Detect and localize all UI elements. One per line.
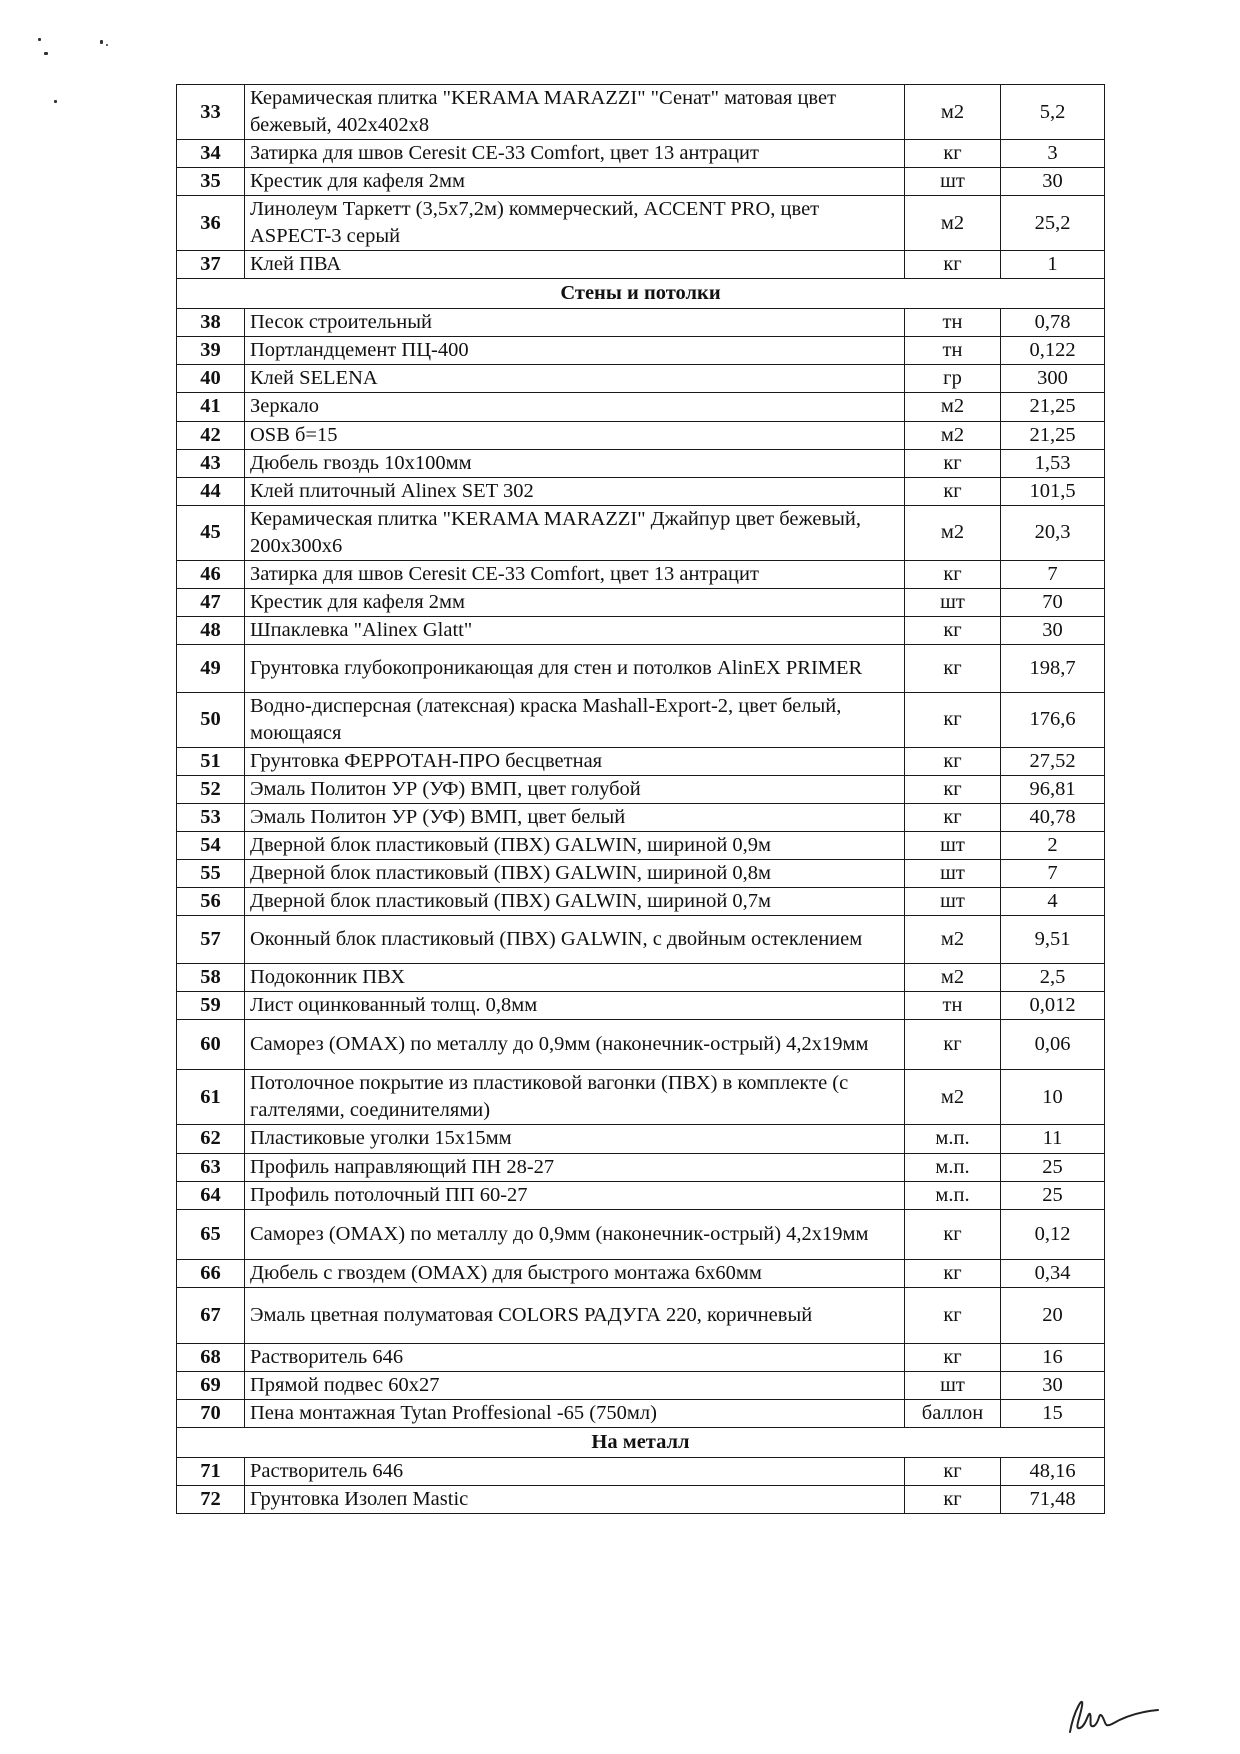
table-row — [177, 85, 1105, 140]
item-quantity: 198,7 — [1001, 644, 1105, 692]
item-name: Дверной блок пластиковый (ПВХ) GALWIN, шириной 0,9м — [245, 832, 905, 860]
item-quantity: 1,53 — [1001, 449, 1105, 477]
item-quantity: 15 — [1001, 1399, 1105, 1427]
row-number: 41 — [177, 393, 245, 421]
table-row — [177, 477, 1105, 505]
section-header-row — [177, 1427, 1105, 1457]
item-name: Дюбель гвоздь 10x100мм — [245, 449, 905, 477]
table-row — [177, 804, 1105, 832]
item-name: Песок строительный — [245, 309, 905, 337]
row-number: 61 — [177, 1070, 245, 1125]
item-quantity: 21,25 — [1001, 421, 1105, 449]
item-name: Затирка для швов Ceresit CE-33 Comfort, цвет 13 антрацит — [245, 560, 905, 588]
item-name: Крестик для кафеля 2мм — [245, 588, 905, 616]
table-row — [177, 964, 1105, 992]
item-quantity: 0,78 — [1001, 309, 1105, 337]
table-row — [177, 1125, 1105, 1153]
row-number: 40 — [177, 365, 245, 393]
row-number: 44 — [177, 477, 245, 505]
row-number: 67 — [177, 1287, 245, 1343]
item-quantity: 300 — [1001, 365, 1105, 393]
item-name: Эмаль Политон УР (УФ) ВМП, цвет голубой — [245, 776, 905, 804]
row-number: 54 — [177, 832, 245, 860]
table-row — [177, 337, 1105, 365]
table-row — [177, 196, 1105, 251]
item-quantity: 96,81 — [1001, 776, 1105, 804]
materials-table-body — [177, 85, 1105, 1514]
row-number: 43 — [177, 449, 245, 477]
item-name: Профиль потолочный ПП 60-27 — [245, 1181, 905, 1209]
table-row — [177, 888, 1105, 916]
item-unit: м2 — [905, 421, 1001, 449]
table-row — [177, 692, 1105, 747]
item-name: Клей плиточный Alinex SET 302 — [245, 477, 905, 505]
row-number: 70 — [177, 1399, 245, 1427]
table-row — [177, 644, 1105, 692]
item-name: Грунтовка ФЕРРОТАН-ПРО бесцветная — [245, 747, 905, 775]
row-number: 63 — [177, 1153, 245, 1181]
row-number: 60 — [177, 1020, 245, 1070]
row-number: 68 — [177, 1343, 245, 1371]
row-number: 55 — [177, 860, 245, 888]
table-row — [177, 860, 1105, 888]
item-quantity: 3 — [1001, 140, 1105, 168]
row-number: 72 — [177, 1485, 245, 1513]
item-unit: шт — [905, 1371, 1001, 1399]
item-name: Керамическая плитка "KERAMA MARAZZI" Джайпур цвет бежевый, 200x300x6 — [245, 505, 905, 560]
item-quantity: 176,6 — [1001, 692, 1105, 747]
item-unit: шт — [905, 860, 1001, 888]
item-name: Дверной блок пластиковый (ПВХ) GALWIN, шириной 0,7м — [245, 888, 905, 916]
item-unit: кг — [905, 804, 1001, 832]
item-quantity: 0,122 — [1001, 337, 1105, 365]
item-quantity: 25 — [1001, 1153, 1105, 1181]
row-number: 45 — [177, 505, 245, 560]
row-number: 49 — [177, 644, 245, 692]
item-name: Керамическая плитка "KERAMA MARAZZI" "Сенат" матовая цвет бежевый, 402x402x8 — [245, 85, 905, 140]
item-name: Пена монтажная Tytan Proffesional -65 (750мл) — [245, 1399, 905, 1427]
item-quantity: 101,5 — [1001, 477, 1105, 505]
item-quantity: 27,52 — [1001, 747, 1105, 775]
item-unit: м2 — [905, 196, 1001, 251]
item-name: Профиль направляющий ПН 28-27 — [245, 1153, 905, 1181]
table-row — [177, 916, 1105, 964]
table-row — [177, 1181, 1105, 1209]
table-row — [177, 449, 1105, 477]
item-name: Эмаль цветная полуматовая COLORS РАДУГА 220, коричневый — [245, 1287, 905, 1343]
item-name: Подоконник ПВХ — [245, 964, 905, 992]
item-unit: м.п. — [905, 1181, 1001, 1209]
item-quantity: 1 — [1001, 251, 1105, 279]
item-unit: м.п. — [905, 1125, 1001, 1153]
item-unit: тн — [905, 992, 1001, 1020]
table-row — [177, 251, 1105, 279]
table-row — [177, 776, 1105, 804]
item-unit: шт — [905, 588, 1001, 616]
item-unit: тн — [905, 309, 1001, 337]
table-row — [177, 1153, 1105, 1181]
item-unit: кг — [905, 251, 1001, 279]
item-quantity: 11 — [1001, 1125, 1105, 1153]
item-unit: кг — [905, 1457, 1001, 1485]
item-unit: м2 — [905, 1070, 1001, 1125]
item-unit: кг — [905, 449, 1001, 477]
table-row — [177, 1259, 1105, 1287]
item-quantity: 0,06 — [1001, 1020, 1105, 1070]
item-unit: кг — [905, 1209, 1001, 1259]
item-unit: кг — [905, 1485, 1001, 1513]
row-number: 36 — [177, 196, 245, 251]
item-unit: шт — [905, 168, 1001, 196]
row-number: 34 — [177, 140, 245, 168]
row-number: 48 — [177, 616, 245, 644]
item-name: Водно-дисперсная (латексная) краска Mashall-Export-2, цвет белый, моющаяся — [245, 692, 905, 747]
item-name: Крестик для кафеля 2мм — [245, 168, 905, 196]
item-unit: м2 — [905, 505, 1001, 560]
item-unit: м2 — [905, 85, 1001, 140]
item-name: Клей ПВА — [245, 251, 905, 279]
table-row — [177, 747, 1105, 775]
item-name: Зеркало — [245, 393, 905, 421]
item-quantity: 9,51 — [1001, 916, 1105, 964]
item-name: Клей SELENA — [245, 365, 905, 393]
item-quantity: 5,2 — [1001, 85, 1105, 140]
row-number: 37 — [177, 251, 245, 279]
table-row — [177, 1020, 1105, 1070]
table-row — [177, 588, 1105, 616]
table-row — [177, 421, 1105, 449]
table-row — [177, 1287, 1105, 1343]
row-number: 42 — [177, 421, 245, 449]
item-name: Дюбель с гвоздем (OMAX) для быстрого монтажа 6x60мм — [245, 1259, 905, 1287]
row-number: 64 — [177, 1181, 245, 1209]
item-name: Прямой подвес 60x27 — [245, 1371, 905, 1399]
row-number: 33 — [177, 85, 245, 140]
item-name: Пластиковые уголки 15x15мм — [245, 1125, 905, 1153]
item-unit: м2 — [905, 964, 1001, 992]
item-name: Растворитель 646 — [245, 1457, 905, 1485]
table-row — [177, 140, 1105, 168]
table-row — [177, 393, 1105, 421]
item-quantity: 16 — [1001, 1343, 1105, 1371]
item-quantity: 30 — [1001, 616, 1105, 644]
table-row — [177, 309, 1105, 337]
signature-icon — [1062, 1688, 1162, 1740]
row-number: 51 — [177, 747, 245, 775]
item-name: Линолеум Таркетт (3,5x7,2м) коммерческий, ACCENT PRO, цвет ASPECT-3 серый — [245, 196, 905, 251]
item-quantity: 30 — [1001, 1371, 1105, 1399]
row-number: 39 — [177, 337, 245, 365]
table-row — [177, 1343, 1105, 1371]
table-row — [177, 168, 1105, 196]
item-name: Оконный блок пластиковый (ПВХ) GALWIN, с двойным остеклением — [245, 916, 905, 964]
item-quantity: 0,12 — [1001, 1209, 1105, 1259]
item-name: Шпаклевка "Alinex Glatt" — [245, 616, 905, 644]
table-row — [177, 365, 1105, 393]
item-name: Дверной блок пластиковый (ПВХ) GALWIN, шириной 0,8м — [245, 860, 905, 888]
row-number: 35 — [177, 168, 245, 196]
item-name: Затирка для швов Ceresit CE-33 Comfort, цвет 13 антрацит — [245, 140, 905, 168]
item-quantity: 20,3 — [1001, 505, 1105, 560]
item-name: Лист оцинкованный толщ. 0,8мм — [245, 992, 905, 1020]
item-quantity: 21,25 — [1001, 393, 1105, 421]
item-unit: кг — [905, 616, 1001, 644]
item-quantity: 0,012 — [1001, 992, 1105, 1020]
table-row — [177, 1485, 1105, 1513]
item-quantity: 71,48 — [1001, 1485, 1105, 1513]
item-name: Эмаль Политон УР (УФ) ВМП, цвет белый — [245, 804, 905, 832]
row-number: 56 — [177, 888, 245, 916]
row-number: 52 — [177, 776, 245, 804]
item-name: Растворитель 646 — [245, 1343, 905, 1371]
item-name: Саморез (OMAX) по металлу до 0,9мм (наконечник-острый) 4,2x19мм — [245, 1020, 905, 1070]
table-row — [177, 1399, 1105, 1427]
row-number: 53 — [177, 804, 245, 832]
item-name: Саморез (OMAX) по металлу до 0,9мм (наконечник-острый) 4,2x19мм — [245, 1209, 905, 1259]
item-name: Грунтовка глубокопроникающая для стен и потолков AlinEX PRIMER — [245, 644, 905, 692]
table-row — [177, 560, 1105, 588]
table-row — [177, 1209, 1105, 1259]
item-unit: баллон — [905, 1399, 1001, 1427]
item-quantity: 2,5 — [1001, 964, 1105, 992]
item-unit: м2 — [905, 916, 1001, 964]
item-unit: кг — [905, 644, 1001, 692]
item-quantity: 40,78 — [1001, 804, 1105, 832]
item-name: OSB б=15 — [245, 421, 905, 449]
table-row — [177, 616, 1105, 644]
section-title: Стены и потолки — [177, 279, 1105, 309]
item-quantity: 7 — [1001, 860, 1105, 888]
item-quantity: 0,34 — [1001, 1259, 1105, 1287]
item-unit: кг — [905, 692, 1001, 747]
row-number: 58 — [177, 964, 245, 992]
item-quantity: 7 — [1001, 560, 1105, 588]
row-number: 66 — [177, 1259, 245, 1287]
section-title: На металл — [177, 1427, 1105, 1457]
row-number: 62 — [177, 1125, 245, 1153]
scan-specks — [30, 38, 150, 118]
item-unit: кг — [905, 776, 1001, 804]
item-quantity: 20 — [1001, 1287, 1105, 1343]
item-unit: м.п. — [905, 1153, 1001, 1181]
item-unit: шт — [905, 832, 1001, 860]
row-number: 47 — [177, 588, 245, 616]
item-quantity: 4 — [1001, 888, 1105, 916]
item-quantity: 25,2 — [1001, 196, 1105, 251]
item-unit: кг — [905, 560, 1001, 588]
item-unit: тн — [905, 337, 1001, 365]
item-unit: кг — [905, 1287, 1001, 1343]
row-number: 57 — [177, 916, 245, 964]
item-unit: кг — [905, 1259, 1001, 1287]
item-unit: кг — [905, 140, 1001, 168]
item-unit: кг — [905, 1020, 1001, 1070]
row-number: 59 — [177, 992, 245, 1020]
row-number: 71 — [177, 1457, 245, 1485]
section-header-row — [177, 279, 1105, 309]
row-number: 50 — [177, 692, 245, 747]
item-quantity: 70 — [1001, 588, 1105, 616]
row-number: 46 — [177, 560, 245, 588]
table-row — [177, 992, 1105, 1020]
item-name: Потолочное покрытие из пластиковой вагонки (ПВХ) в комплекте (с галтелями, соединителями) — [245, 1070, 905, 1125]
item-quantity: 10 — [1001, 1070, 1105, 1125]
table-row — [177, 1457, 1105, 1485]
item-unit: шт — [905, 888, 1001, 916]
item-unit: м2 — [905, 393, 1001, 421]
row-number: 38 — [177, 309, 245, 337]
item-unit: кг — [905, 1343, 1001, 1371]
table-row — [177, 505, 1105, 560]
table-row — [177, 832, 1105, 860]
item-quantity: 30 — [1001, 168, 1105, 196]
table-row — [177, 1070, 1105, 1125]
item-quantity: 25 — [1001, 1181, 1105, 1209]
row-number: 69 — [177, 1371, 245, 1399]
item-unit: гр — [905, 365, 1001, 393]
item-unit: кг — [905, 747, 1001, 775]
item-name: Портландцемент ПЦ-400 — [245, 337, 905, 365]
table-row — [177, 1371, 1105, 1399]
item-unit: кг — [905, 477, 1001, 505]
item-quantity: 48,16 — [1001, 1457, 1105, 1485]
row-number: 65 — [177, 1209, 245, 1259]
materials-table — [176, 84, 1105, 1514]
item-name: Грунтовка Изолеп Mastic — [245, 1485, 905, 1513]
item-quantity: 2 — [1001, 832, 1105, 860]
